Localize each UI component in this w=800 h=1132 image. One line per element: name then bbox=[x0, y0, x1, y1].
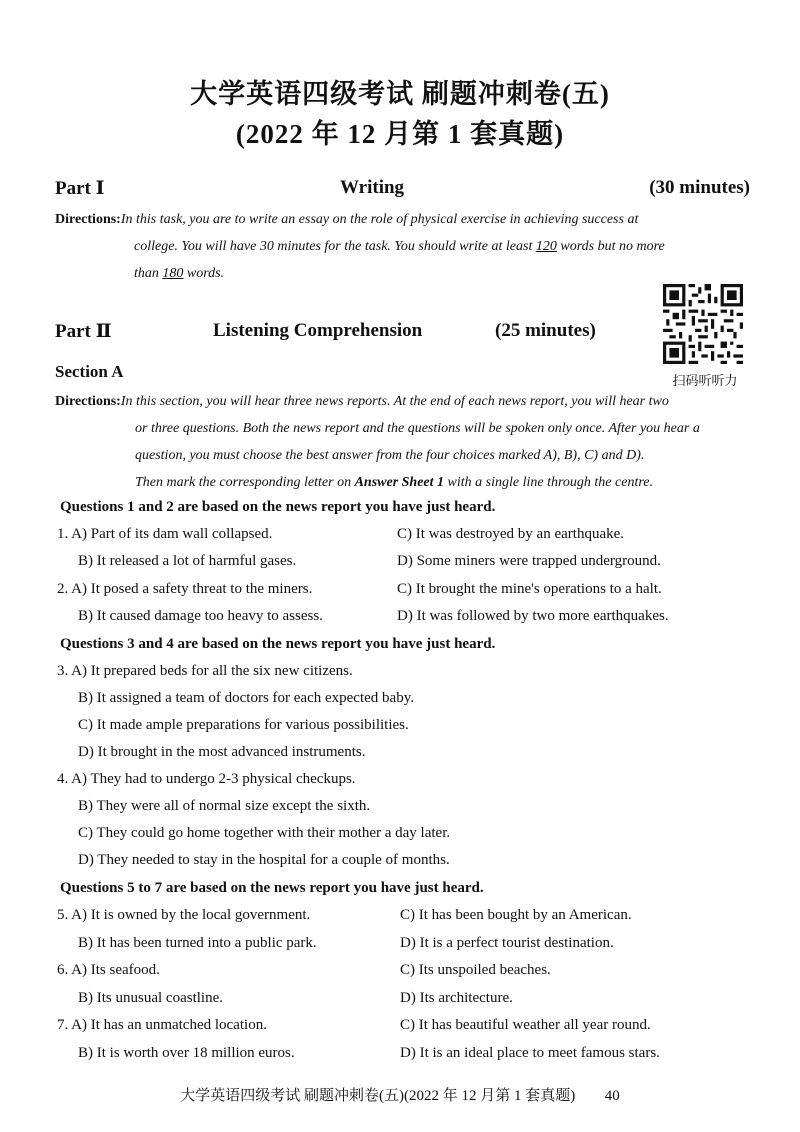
q6-option-a: 6. A) Its seafood. bbox=[57, 962, 160, 978]
q5-option-a: 5. A) It is owned by the local government. bbox=[57, 907, 311, 923]
part2-name: Listening Comprehension bbox=[213, 320, 423, 341]
q1-option-d: D) Some miners were trapped underground. bbox=[397, 553, 661, 569]
q4-option-c: C) They could go home together with their mother a day later. bbox=[78, 825, 451, 841]
part1-dir-line3a: than bbox=[134, 266, 163, 281]
part2-dir-line2: or three questions. Both the news report and the questions will be spoken only once. After you hear a bbox=[135, 421, 700, 436]
q5-option-d: D) It is a perfect tourist destination. bbox=[400, 935, 614, 951]
directions-label: Directions: bbox=[55, 394, 121, 409]
q2-option-c: C) It brought the mine's operations to a halt. bbox=[397, 581, 662, 597]
q2-option-a: 2. A) It posed a safety threat to the miners. bbox=[57, 581, 313, 597]
words-min: 120 bbox=[535, 239, 557, 254]
part2-label: Part Ⅱ bbox=[55, 321, 112, 342]
part1-dir-line1: In this task, you are to write an essay on the role of physical exercise in achieving success at bbox=[120, 212, 639, 227]
part2-header bbox=[55, 320, 635, 346]
q4-option-a: 4. A) They had to undergo 2-3 physical checkups. bbox=[57, 771, 356, 787]
q7-option-b: B) It is worth over 18 million euros. bbox=[78, 1045, 295, 1061]
question-group-heading: Questions 5 to 7 are based on the news report you have just heard. bbox=[60, 880, 484, 896]
q3-option-d: D) It brought in the most advanced instruments. bbox=[78, 744, 366, 760]
section-a-heading: Section A bbox=[55, 362, 124, 381]
q6-option-c: C) Its unspoiled beaches. bbox=[400, 962, 551, 978]
part2-dir-line3: question, you must choose the best answer from the four choices marked A), B), C) and D). bbox=[135, 448, 645, 463]
q7-option-c: C) It has beautiful weather all year round. bbox=[400, 1017, 651, 1033]
q7-option-d: D) It is an ideal place to meet famous stars. bbox=[400, 1045, 660, 1061]
qr-code-icon[interactable] bbox=[663, 284, 743, 364]
footer-title: 大学英语四级考试 刷题冲刺卷(五)(2022 年 12 月第 1 套真题) bbox=[180, 1088, 576, 1104]
q3-option-c: C) It made ample preparations for various possibilities. bbox=[78, 717, 409, 733]
exam-subtitle: (2022 年 12 月第 1 套真题) bbox=[235, 119, 565, 149]
q6-option-d: D) Its architecture. bbox=[400, 990, 513, 1006]
q3-option-b: B) It assigned a team of doctors for each expected baby. bbox=[78, 690, 414, 706]
q2-option-d: D) It was followed by two more earthquakes. bbox=[397, 608, 669, 624]
part2-directions bbox=[55, 388, 755, 498]
part1-time: (30 minutes) bbox=[649, 177, 750, 198]
q1-option-b: B) It released a lot of harmful gases. bbox=[78, 553, 297, 569]
answer-sheet-label: Answer Sheet 1 bbox=[354, 475, 445, 490]
q4-option-b: B) They were all of normal size except the sixth. bbox=[78, 798, 371, 814]
q5-option-c: C) It has been bought by an American. bbox=[400, 907, 632, 923]
part1-dir-line3b: words. bbox=[183, 266, 225, 281]
q3-option-a: 3. A) It prepared beds for all the six new citizens. bbox=[57, 663, 353, 679]
part2-dir-line1: In this section, you will hear three news reports. At the end of each news report, you will hear two bbox=[120, 394, 669, 409]
part2-dir-line4a: Then mark the corresponding letter on bbox=[135, 475, 355, 490]
q1-option-a: 1. A) Part of its dam wall collapsed. bbox=[57, 526, 273, 542]
words-max: 180 bbox=[162, 266, 184, 281]
directions-label: Directions: bbox=[55, 212, 121, 227]
page-number: 40 bbox=[604, 1088, 620, 1104]
part1-dir-line2a: college. You will have 30 minutes for the task. You should write at least bbox=[134, 239, 536, 254]
q7-option-a: 7. A) It has an unmatched location. bbox=[57, 1017, 267, 1033]
part1-name: Writing bbox=[340, 177, 405, 198]
q6-option-b: B) Its unusual coastline. bbox=[78, 990, 223, 1006]
part1-directions bbox=[55, 206, 755, 288]
question-group-heading: Questions 3 and 4 are based on the news report you have just heard. bbox=[60, 636, 496, 652]
question-group-heading: Questions 1 and 2 are based on the news report you have just heard. bbox=[60, 499, 496, 515]
part1-dir-line2b: words but no more bbox=[556, 239, 665, 254]
q5-option-b: B) It has been turned into a public park. bbox=[78, 935, 317, 951]
q4-option-d: D) They needed to stay in the hospital for a couple of months. bbox=[78, 852, 450, 868]
part2-time: (25 minutes) bbox=[495, 320, 596, 341]
part1-header bbox=[55, 177, 750, 203]
part2-dir-line4b: with a single line through the centre. bbox=[444, 475, 653, 490]
qr-caption: 扫码听听力 bbox=[672, 374, 738, 389]
q1-option-c: C) It was destroyed by an earthquake. bbox=[397, 526, 625, 542]
q2-option-b: B) It caused damage too heavy to assess. bbox=[78, 608, 323, 624]
part1-label: Part Ⅰ bbox=[55, 178, 105, 199]
exam-title: 大学英语四级考试 刷题冲刺卷(五) bbox=[190, 79, 610, 109]
page-footer bbox=[0, 1084, 800, 1105]
